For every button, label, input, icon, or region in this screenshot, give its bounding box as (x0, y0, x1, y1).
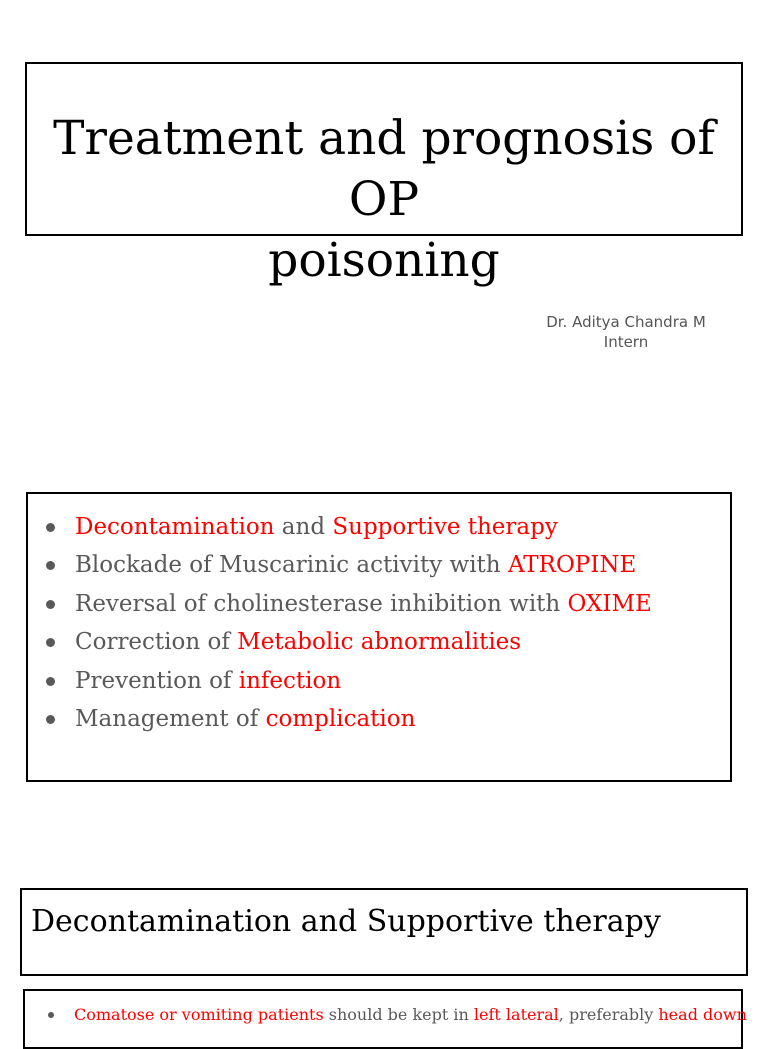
author-role: Intern (603, 333, 649, 351)
bullet-icon (46, 600, 55, 609)
title-slide (25, 62, 743, 288)
author-name: Dr. Aditya Chandra M (546, 313, 706, 331)
bullet-icon (46, 715, 55, 724)
treatment-list (44, 508, 652, 738)
list-item: Reversal of cholinesterase inhibition with OXIME (44, 585, 652, 623)
list-item: Prevention of infection (44, 662, 652, 700)
list-item: Correction of Metabolic abnormalities (44, 623, 652, 661)
bullet-icon (48, 1012, 54, 1018)
bullet-icon (46, 523, 55, 532)
title-line-2: poisoning (268, 233, 500, 288)
bullet-icon (46, 561, 55, 570)
section-title: Decontamination and Supportive therapy (31, 904, 661, 939)
list-item: Comatose or vomiting patients should be kept in left lateral, preferably head down (45, 1003, 747, 1027)
list-item: Blockade of Muscarinic activity with ATROPINE (44, 546, 652, 584)
decontamination-slide (23, 989, 747, 1049)
slide-title (27, 108, 741, 291)
list-item: Management of complication (44, 700, 652, 738)
author-block (526, 312, 726, 352)
section-title-slide (20, 888, 748, 976)
decontamination-list (45, 1003, 747, 1027)
bullet-icon (46, 638, 55, 647)
bullet-icon (46, 677, 55, 686)
list-item: Decontamination and Supportive therapy (44, 508, 652, 546)
treatment-outline-slide (26, 492, 732, 782)
title-line-1: Treatment and prognosis of OP (53, 111, 715, 227)
